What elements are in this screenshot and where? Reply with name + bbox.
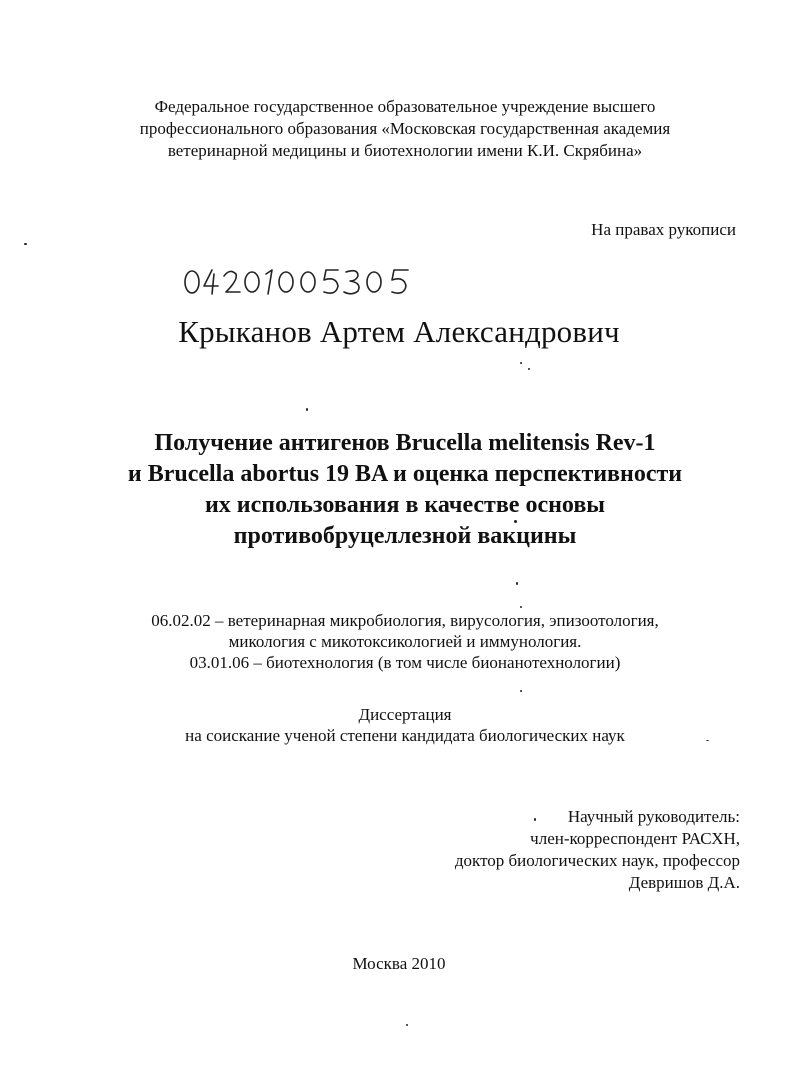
scan-speck [514,520,517,523]
advisor-block [455,806,740,894]
scan-speck [306,408,308,411]
scan-speck [534,818,536,821]
scan-speck [406,1024,408,1026]
handwritten-number [182,262,422,307]
title-line-3: их использования в качестве основы [204,492,606,518]
degree-sought: на соискание ученой степени кандидата биологических наук [185,726,625,745]
specialty-line-2: микология с микотоксикологией и иммунология. [228,632,582,651]
scan-speck [520,690,522,692]
scan-speck [520,606,522,608]
scan-speck [520,362,522,364]
dissertation-type-block [60,704,750,746]
title-line-1: Получение антигенов Brucella melitensis Rev-1 [154,430,656,456]
title-line-2: и Brucella abortus 19 BA и оценка перспективности [127,461,683,487]
specialty-line-1: 06.02.02 – ветеринарная микробиология, вирусология, эпизоотология, [151,611,659,630]
manuscript-rights: На правах рукописи [591,220,736,239]
specialty-line-3: 03.01.06 – биотехнология (в том числе бионанотехнологии) [189,653,621,672]
institution-line-3: ветеринарной медицины и биотехнологии имени К.И. Скрябина» [167,141,643,160]
dissertation-title [60,428,750,552]
city-year: Москва 2010 [352,954,446,973]
scan-speck [516,582,518,585]
institution-block [60,96,750,162]
institution-line-1: Федеральное государственное образовательное учреждение высшего [154,97,656,116]
handwritten-number-drawing [182,262,422,302]
scan-speck [706,740,709,741]
scan-speck [528,368,530,370]
author-name: Крыканов Артем Александрович [178,314,620,349]
specialties-block [60,610,750,673]
advisor-position: член-корреспондент РАСХН, [530,829,740,848]
scan-speck [24,243,27,245]
title-line-4: противобруцеллезной вакцины [233,523,577,549]
institution-line-2: профессионального образования «Московская государственная академия [139,119,671,138]
advisor-degree: доктор биологических наук, профессор [454,851,740,870]
advisor-label: Научный руководитель: [567,807,740,826]
dissertation-label: Диссертация [358,705,452,724]
advisor-name: Девришов Д.А. [628,873,740,892]
